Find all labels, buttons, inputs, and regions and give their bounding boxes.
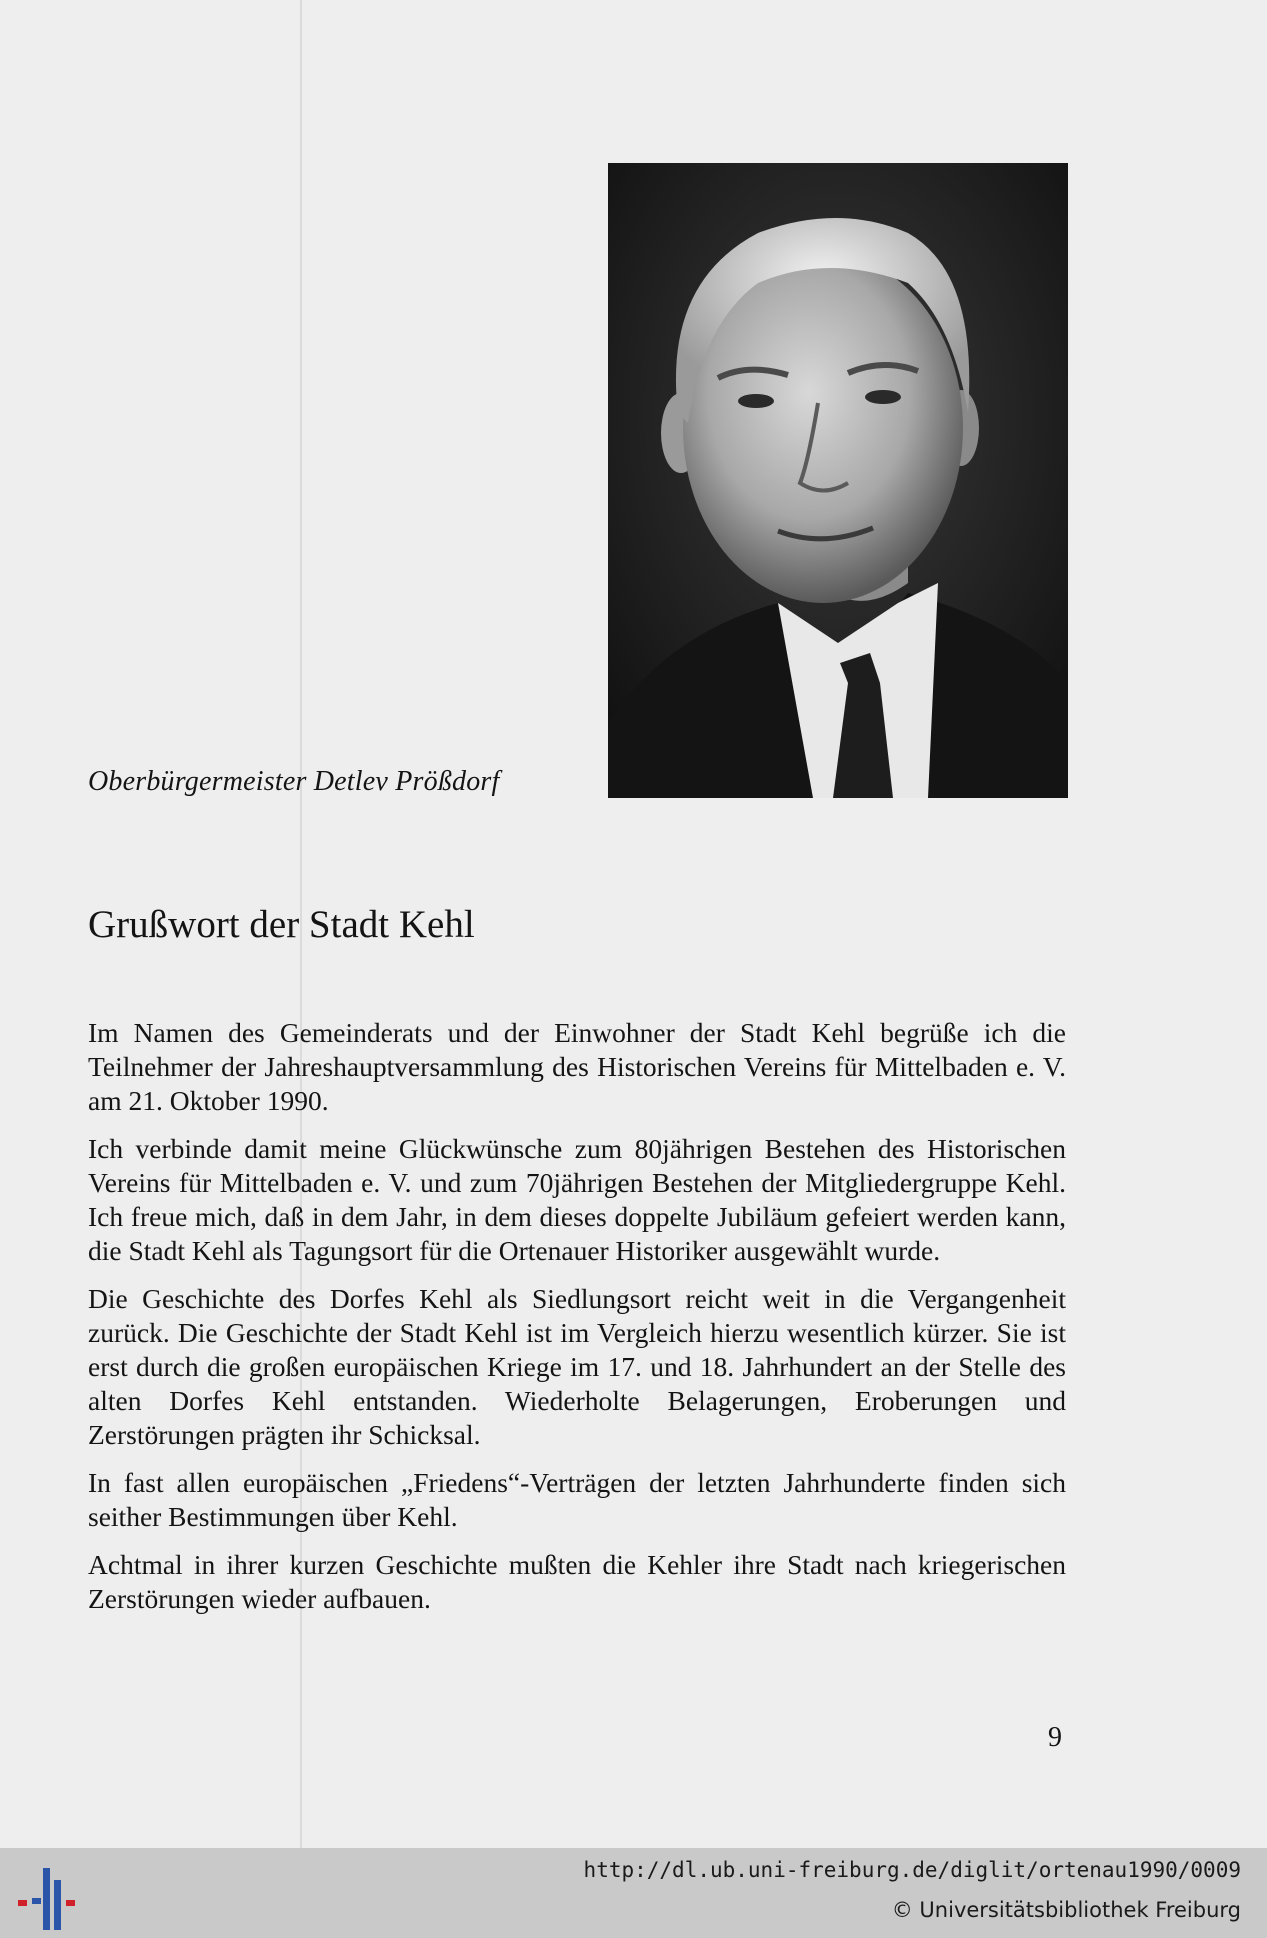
paragraph: Ich verbinde damit meine Glückwünsche zum 80jährigen Bestehen des Historischen Vereins für Mittelbaden e. V. und zum 70jährigen Bestehen der Mitgliedergruppe Kehl. Ich freue mich, daß in dem Jahr, in dem dieses doppelte Jubiläum gefeiert werden kann, die Stadt Kehl als Tagungsort für die Ortenauer Historiker ausgewählt wurde.	[88, 1133, 1066, 1266]
paragraph: In fast allen europäischen „Friedens“-Verträgen der letzten Jahrhunderte finden sich seither Bestimmungen über Kehl.	[88, 1467, 1066, 1532]
paragraph: Die Geschichte des Dorfes Kehl als Siedlungsort reicht weit in die Vergangenheit zurück. Die Geschichte der Stadt Kehl ist im Vergleich hierzu wesentlich kürzer. Sie ist erst durch die großen europäischen Kriege im 17. und 18. Jahrhundert an der Stelle des alten Dorfes Kehl entstanden. Wiederholte Belagerungen, Eroberungen und Zerstörungen prägten ihr Schicksal.	[88, 1283, 1066, 1450]
photo-caption: Oberbürgermeister Detlev Prößdorf	[88, 766, 500, 797]
page-number: 9	[1048, 1722, 1062, 1753]
footer-bar	[0, 1848, 1267, 1938]
ub-freiburg-logo-icon[interactable]	[18, 1860, 80, 1930]
body-text	[88, 1016, 1066, 1630]
source-url-link[interactable]: http://dl.ub.uni-freiburg.de/diglit/ortenau1990/0009	[583, 1858, 1241, 1882]
copyright-text: © Universitätsbibliothek Freiburg	[891, 1898, 1241, 1922]
portrait-photo	[608, 163, 1068, 798]
paragraph: Achtmal in ihrer kurzen Geschichte mußten die Kehler ihre Stadt nach kriegerischen Zerstörungen wieder aufbauen.	[88, 1549, 1066, 1614]
paragraph: Im Namen des Gemeinderats und der Einwohner der Stadt Kehl begrüße ich die Teilnehmer der Jahreshauptversammlung des Historischen Vereins für Mittelbaden e. V. am 21. Oktober 1990.	[88, 1017, 1066, 1116]
page-title: Grußwort der Stadt Kehl	[88, 903, 475, 946]
portrait-illustration	[608, 163, 1068, 798]
